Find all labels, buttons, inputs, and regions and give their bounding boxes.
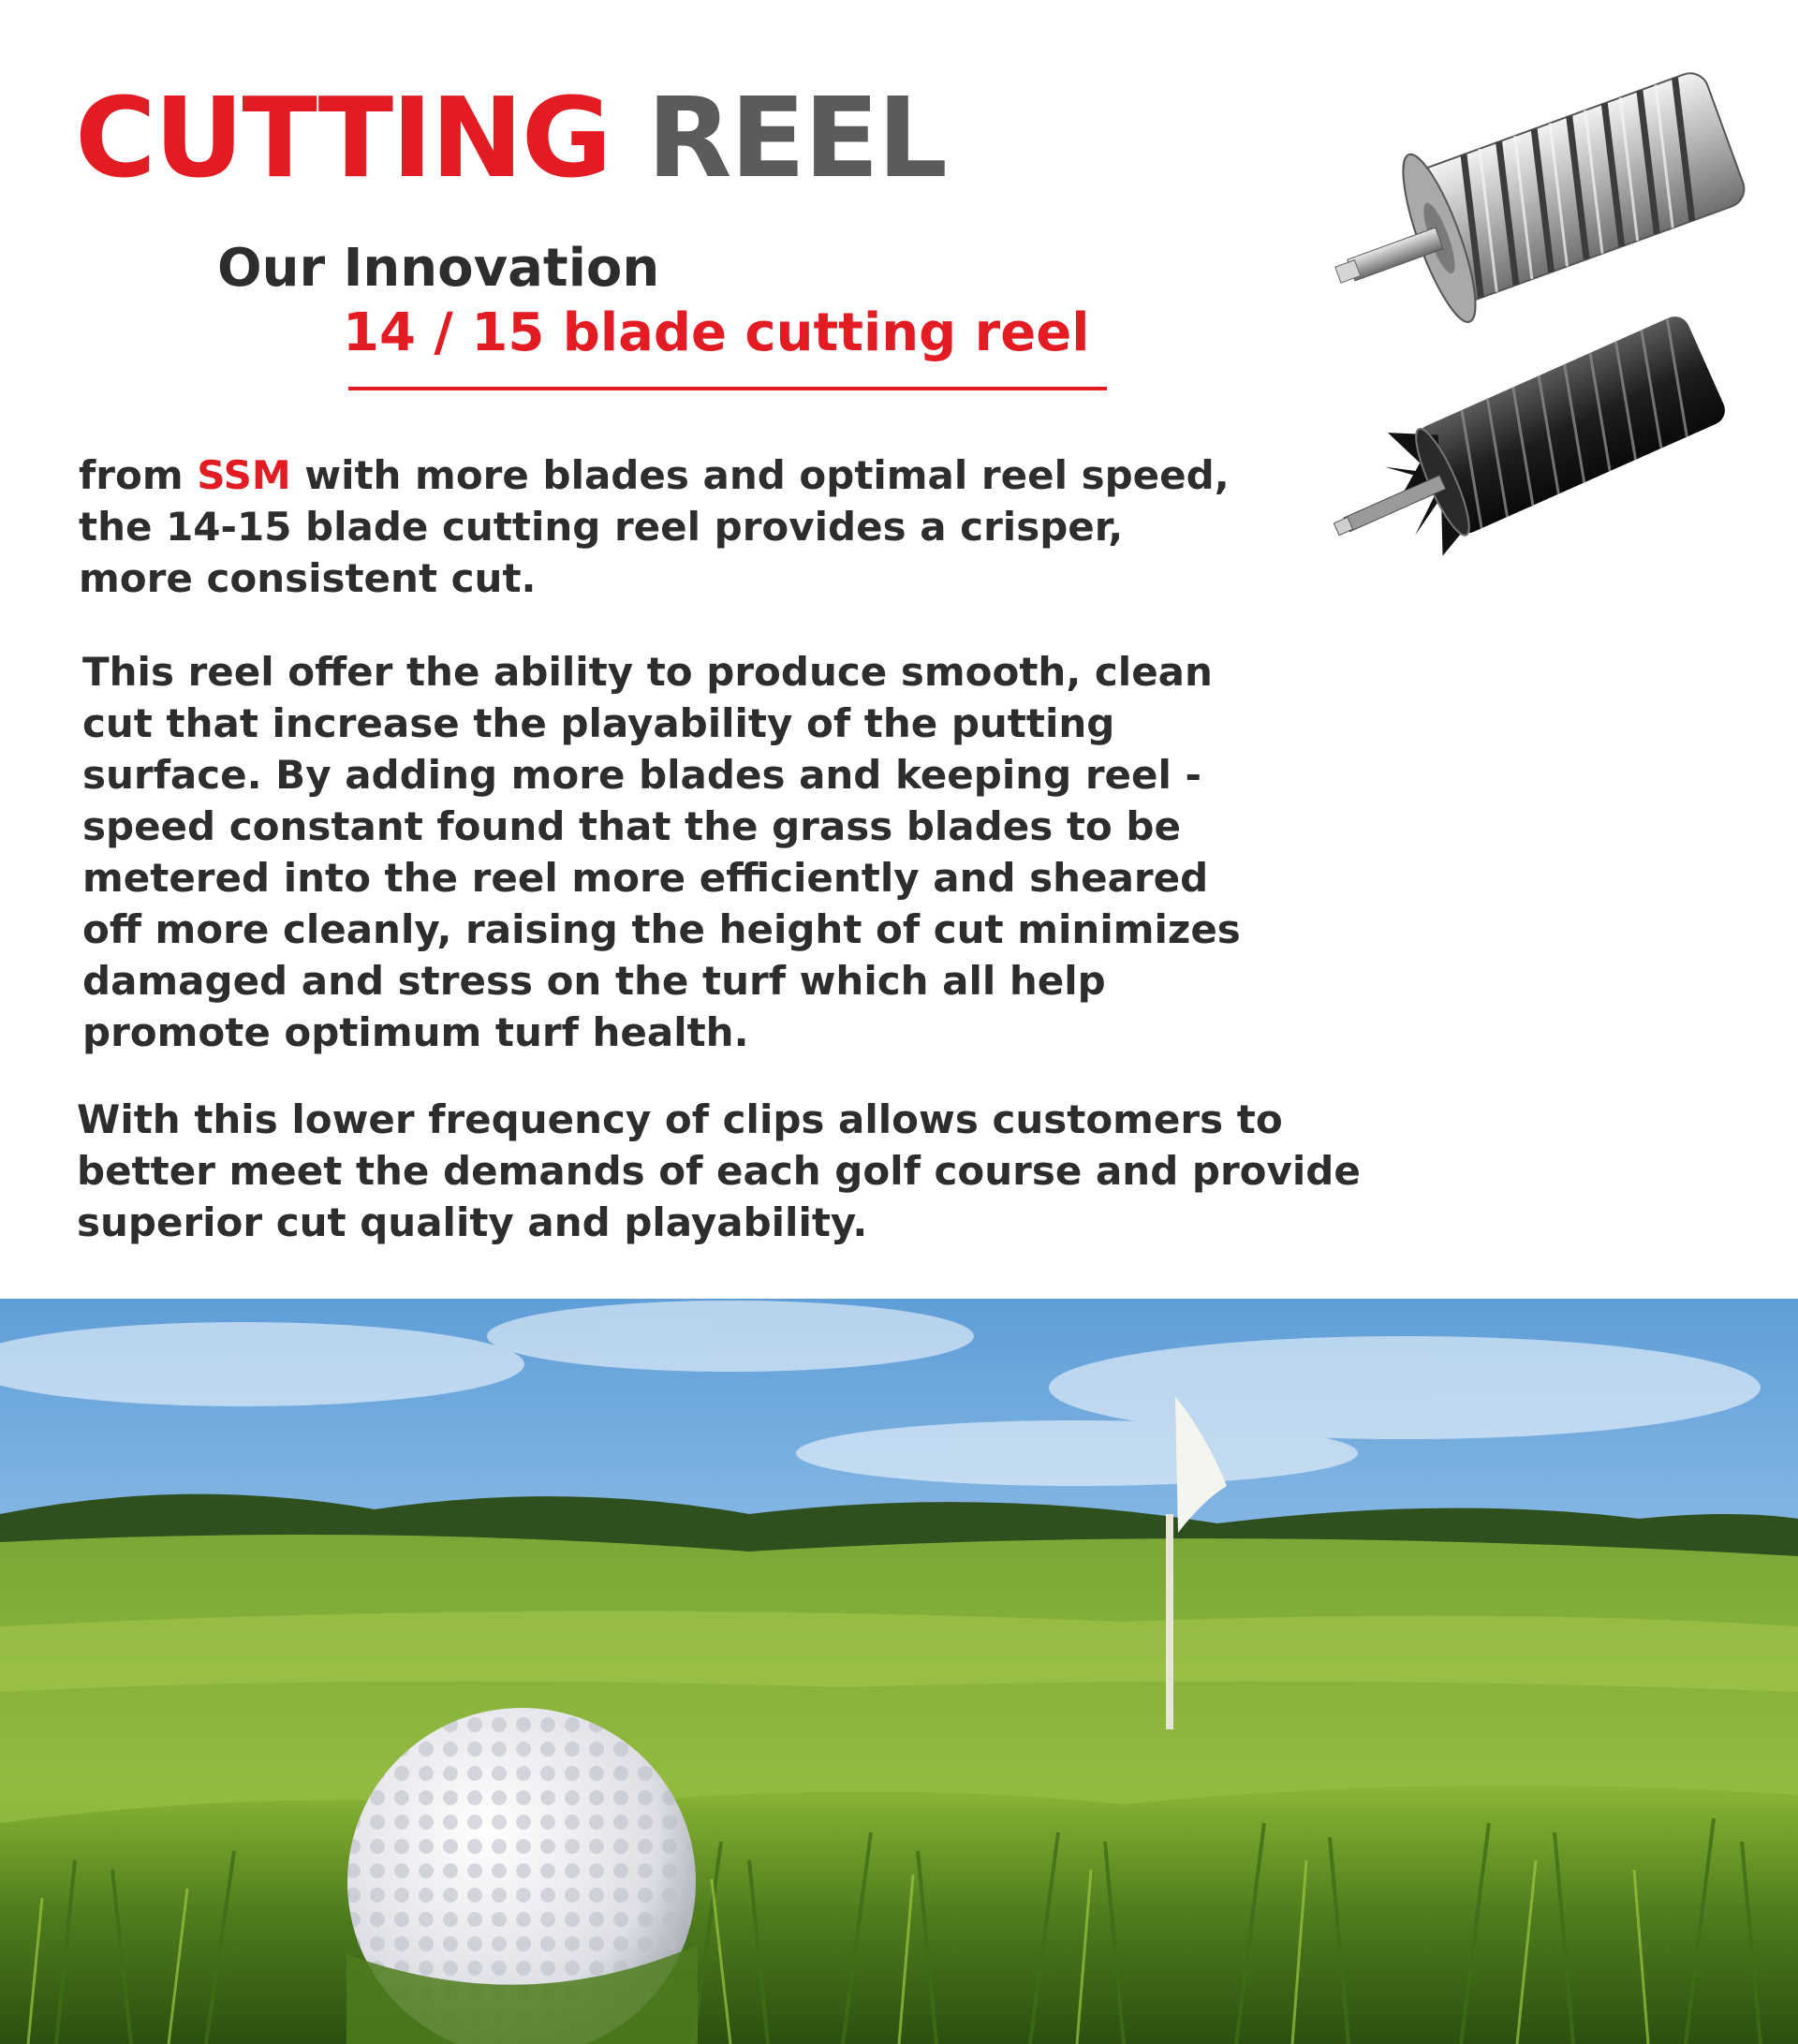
intro-line-3: more consistent cut. bbox=[79, 555, 537, 601]
body-paragraph bbox=[82, 646, 1241, 1058]
black-cutting-reel-image bbox=[1311, 304, 1742, 585]
body-line: damaged and stress on the turf which all help bbox=[82, 958, 1106, 1004]
title-cutting: CUTTING bbox=[75, 73, 611, 202]
intro-prefix: from bbox=[79, 452, 198, 498]
brand-ssm: SSM bbox=[197, 452, 291, 498]
body-line: speed constant found that the grass blades to be bbox=[82, 803, 1181, 849]
intro-line-2: the 14-15 blade cutting reel provides a crisper, bbox=[79, 504, 1124, 550]
body-line: cut that increase the playability of the putting bbox=[82, 700, 1115, 746]
page-title bbox=[75, 73, 946, 202]
intro-line-1-rest: with more blades and optimal reel speed, bbox=[290, 452, 1230, 498]
golf-course-photo bbox=[0, 1299, 1798, 2044]
body-line: surface. By adding more blades and keeping reel - bbox=[82, 752, 1201, 798]
subtitle-underline bbox=[348, 387, 1107, 390]
closing-line: better meet the demands of each golf course and provide bbox=[77, 1148, 1361, 1194]
body-line: This reel offer the ability to produce smooth, clean bbox=[82, 649, 1213, 695]
intro-line-1 bbox=[79, 449, 1230, 501]
body-line: metered into the reel more efficiently and sheared bbox=[82, 855, 1209, 901]
body-line: promote optimum turf health. bbox=[82, 1009, 749, 1055]
closing-line: With this lower frequency of clips allows customers to bbox=[77, 1096, 1283, 1142]
subtitle-blade-count: 14 / 15 blade cutting reel bbox=[343, 302, 1090, 363]
closing-paragraph bbox=[77, 1094, 1361, 1248]
body-line: off more cleanly, raising the height of cut minimizes bbox=[82, 906, 1241, 952]
intro-paragraph bbox=[79, 449, 1230, 604]
title-reel: REEL bbox=[646, 73, 946, 202]
subtitle-innovation: Our Innovation bbox=[217, 238, 660, 299]
closing-line: superior cut quality and playability. bbox=[77, 1199, 868, 1245]
